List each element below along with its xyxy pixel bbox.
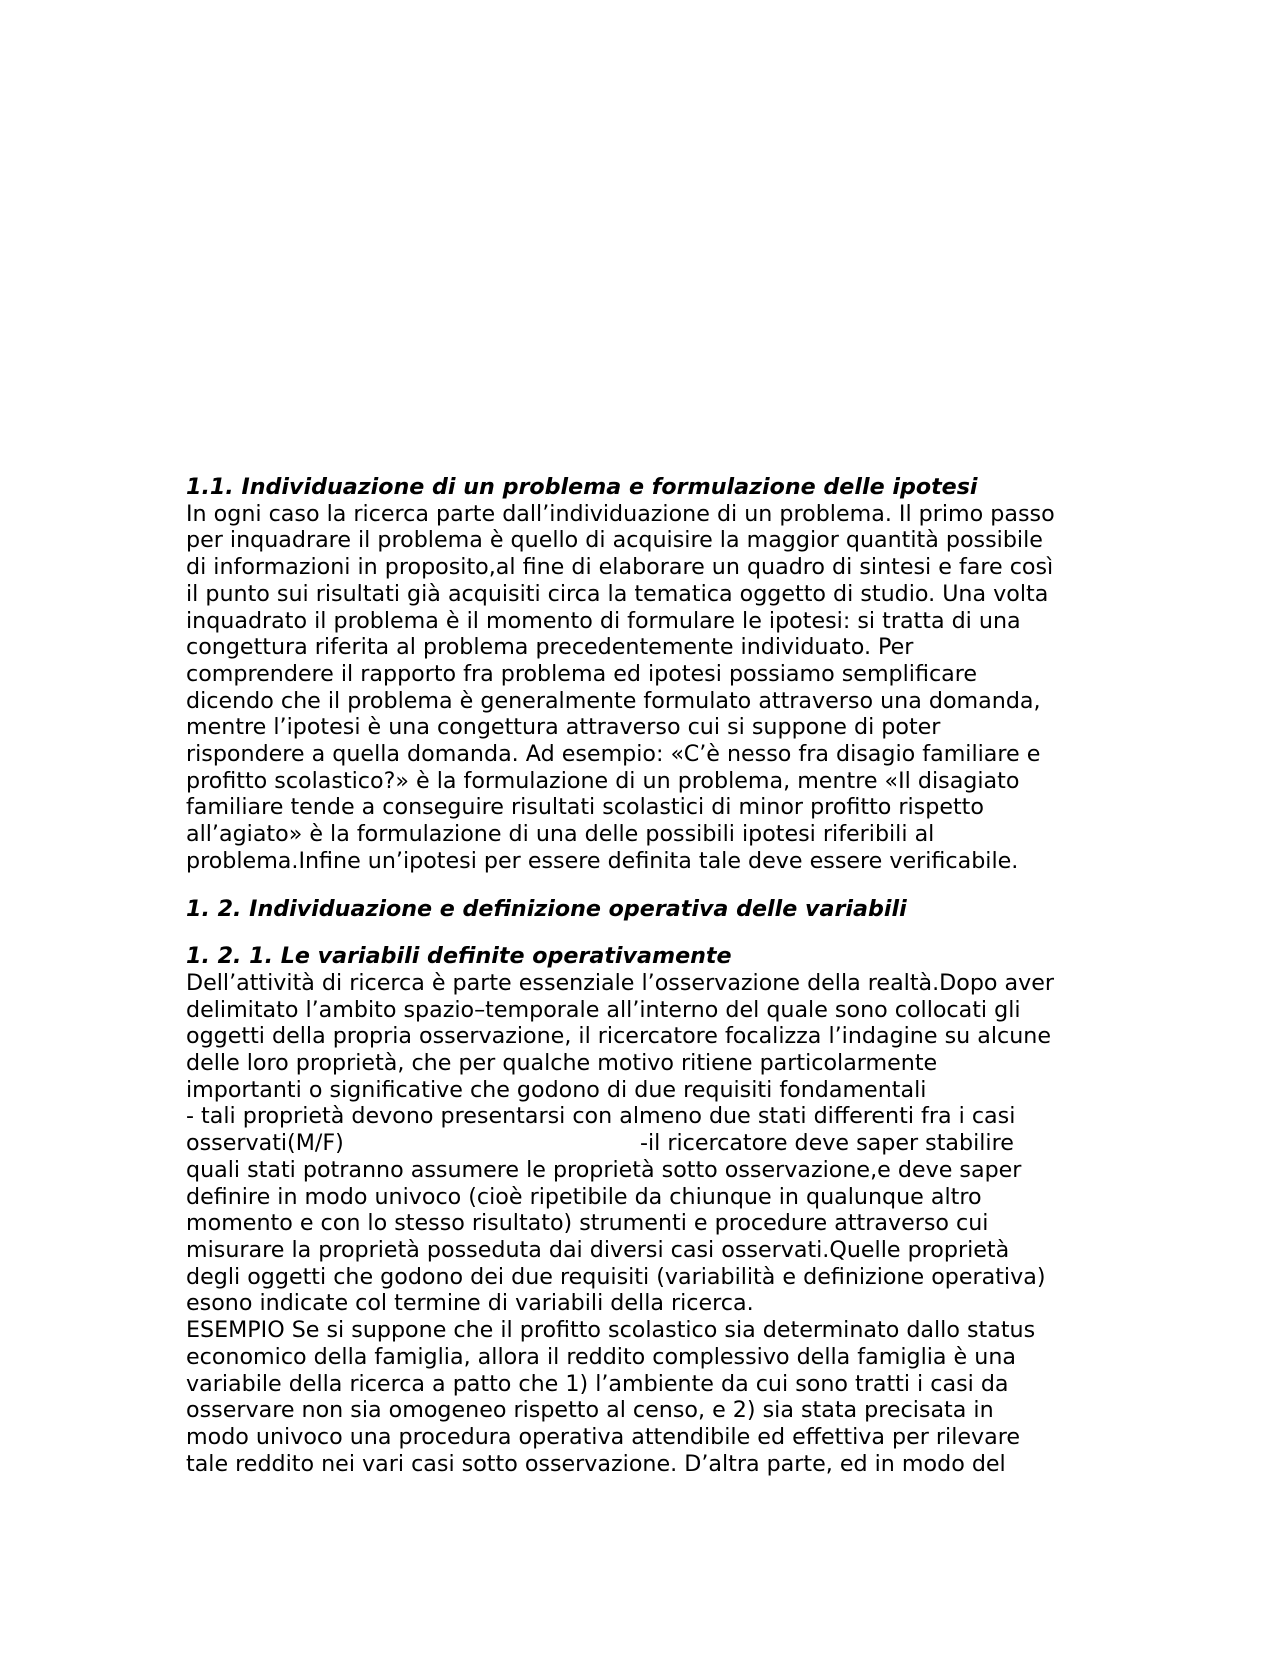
document-body (186, 474, 1086, 1477)
text-line: ESEMPIO Se si suppone che il profitto scolastico sia determinato dallo status (186, 1317, 1036, 1344)
text-line: problema.Infine un’ipotesi per essere definita tale deve essere verificabile. (186, 847, 1019, 874)
text-line: economico della famiglia, allora il reddito complessivo della famiglia è una (186, 1343, 1016, 1370)
text-line: modo univoco una procedura operativa attendibile ed effettiva per rilevare (186, 1423, 1021, 1450)
text-line: oggetti della propria osservazione, il ricercatore focalizza l’indagine su alcune (186, 1023, 1051, 1050)
text-line: osservare non sia omogeneo rispetto al censo, e 2) sia stata precisata in (186, 1397, 994, 1424)
text-line: dicendo che il problema è generalmente formulato attraverso una domanda, (186, 687, 1041, 714)
text-line: misurare la proprietà posseduta dai diversi casi osservati.Quelle proprietà (186, 1236, 1010, 1263)
text-line: congettura riferita al problema precedentemente individuato. Per (186, 634, 914, 661)
text-line: tale reddito nei vari casi sotto osservazione. D’altra parte, ed in modo del (186, 1450, 1006, 1477)
text-line: importanti o significative che godono di due requisiti fondamentali (186, 1076, 927, 1103)
text-line: In ogni caso la ricerca parte dall’individuazione di un problema. Il primo passo (186, 500, 1055, 527)
section-heading-1-2: 1. 2. Individuazione e definizione operativa delle variabili (186, 895, 907, 922)
text-line: osservati(M/F) -il ricercatore deve saper stabilire (186, 1130, 1014, 1157)
text-line: il punto sui risultati già acquisiti circa la tematica oggetto di studio. Una volta (186, 580, 1049, 607)
text-line: delle loro proprietà, che per qualche motivo ritiene particolarmente (186, 1050, 938, 1077)
text-line: mentre l’ipotesi è una congettura attraverso cui si suppone di poter (186, 714, 941, 741)
section-heading-1-2-1: 1. 2. 1. Le variabili definite operativamente (186, 943, 732, 970)
text-line: quali stati potranno assumere le proprietà sotto osservazione,e deve saper (186, 1156, 1022, 1183)
text-line: momento e con lo stesso risultato) strumenti e procedure attraverso cui (186, 1210, 989, 1237)
text-line: - tali proprietà devono presentarsi con almeno due stati differenti fra i casi (186, 1103, 1016, 1130)
paragraph-spacer (186, 875, 1086, 896)
text-line: comprendere il rapporto fra problema ed ipotesi possiamo semplificare (186, 660, 978, 687)
text-line: degli oggetti che godono dei due requisiti (variabilità e definizione operativa) (186, 1263, 1046, 1290)
text-line: per inquadrare il problema è quello di acquisire la maggior quantità possibile (186, 527, 1043, 554)
text-line: profitto scolastico?» è la formulazione di un problema, mentre «Il disagiato (186, 767, 1020, 794)
paragraph-spacer (186, 922, 1086, 943)
text-line: all’agiato» è la formulazione di una delle possibili ipotesi riferibili al (186, 821, 935, 848)
section-1-1-paragraph (186, 501, 1086, 875)
text-line: rispondere a quella domanda. Ad esempio: «C’è nesso fra disagio familiare e (186, 741, 1041, 768)
text-line: familiare tende a conseguire risultati scolastici di minor profitto rispetto (186, 794, 984, 821)
text-line: variabile della ricerca a patto che 1) l’ambiente da cui sono tratti i casi da (186, 1370, 1009, 1397)
text-line: definire in modo univoco (cioè ripetibile da chiunque in qualunque altro (186, 1183, 982, 1210)
text-line: inquadrato il problema è il momento di formulare le ipotesi: si tratta di una (186, 607, 1021, 634)
section-heading-1-1: 1.1. Individuazione di un problema e formulazione delle ipotesi (186, 474, 978, 500)
text-line: esono indicate col termine di variabili della ricerca. (186, 1290, 754, 1317)
section-1-2-1-paragraph (186, 970, 1086, 1477)
text-line: Dell’attività di ricerca è parte essenziale l’osservazione della realtà.Dopo aver (186, 969, 1055, 996)
text-line: di informazioni in proposito,al fine di elaborare un quadro di sintesi e fare così (186, 554, 1054, 581)
text-line: delimitato l’ambito spazio–temporale all’interno del quale sono collocati gli (186, 996, 1021, 1023)
